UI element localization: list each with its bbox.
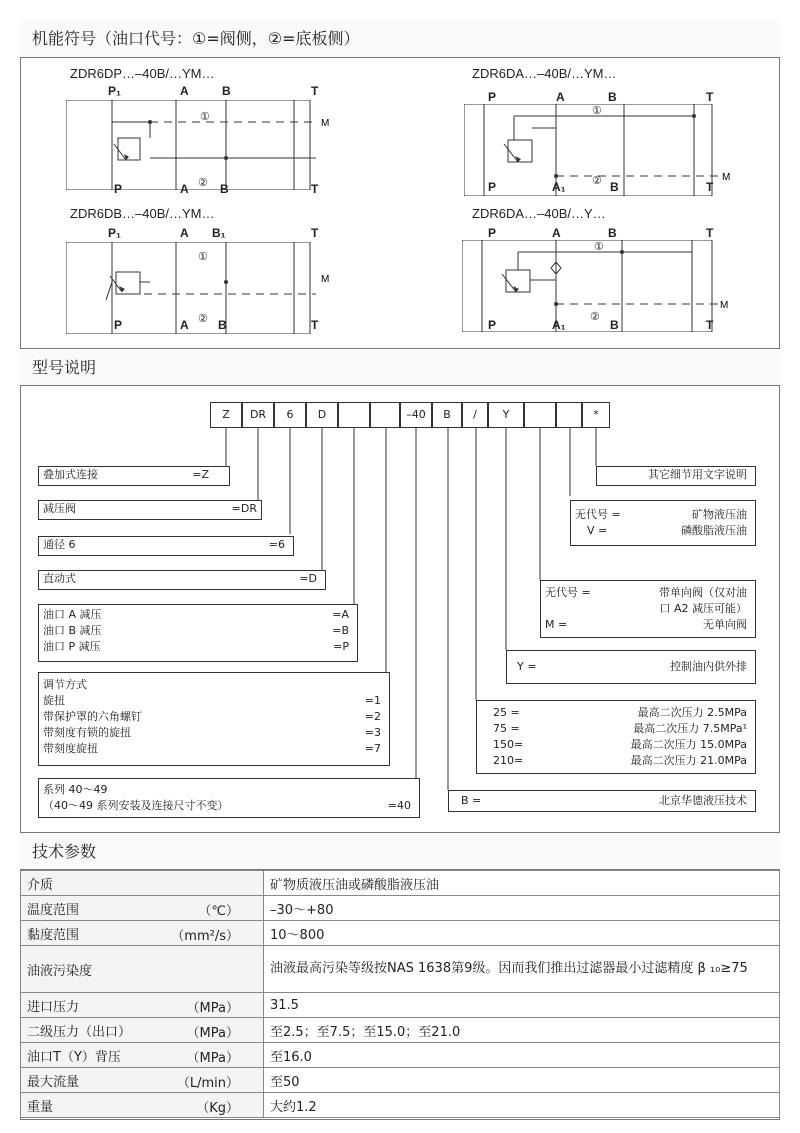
diagram-model: ZDR6DA…–40B/…Y… xyxy=(472,206,606,221)
code-box-connection xyxy=(38,466,230,486)
code-cell: 6 xyxy=(274,402,306,428)
circle-label: ② xyxy=(590,311,600,323)
code-box-type xyxy=(38,570,326,590)
port-label: P xyxy=(488,180,497,194)
port-label: P₁ xyxy=(108,84,121,98)
box-code: =6 xyxy=(268,538,285,551)
port-label: T xyxy=(311,84,319,98)
port-label: B xyxy=(610,180,619,194)
port-label: B₁ xyxy=(212,226,226,240)
port-label: A xyxy=(180,318,189,332)
diagram-model: ZDR6DA…–40B/…YM… xyxy=(472,66,617,81)
port-label: T xyxy=(311,226,319,240)
code-box-series: 系列 40～49 （40～49 系列安装及连接尺寸不变） =40 xyxy=(38,778,420,818)
param-unit: （℃） xyxy=(198,904,239,919)
code-box-maker: B = 北京华德液压技术 xyxy=(448,790,756,812)
port-label: B xyxy=(222,84,231,98)
port-label: T xyxy=(706,226,714,240)
param-name: 二级压力（出口） xyxy=(27,1024,132,1040)
table-row xyxy=(21,896,780,921)
port-label: A₁ xyxy=(552,180,566,194)
param-value: 油液最高污染等级按NAS 1638第9级。因而我们推出过滤器最小过滤精度 β ₁₀≥75 xyxy=(264,946,780,993)
code-cell: DR xyxy=(242,402,274,428)
port-label: B xyxy=(220,182,229,196)
table-row xyxy=(21,993,780,1018)
port-label: A xyxy=(180,182,189,196)
param-unit: （MPa） xyxy=(186,1001,239,1016)
param-name: 介质 xyxy=(27,877,54,893)
port-label: B xyxy=(608,90,617,104)
circle-label: ① xyxy=(592,105,602,117)
table-row xyxy=(21,946,780,993)
param-name: 油液污染度 xyxy=(27,963,93,979)
port-label: T xyxy=(311,182,319,196)
circle-label: ② xyxy=(592,175,602,187)
code-box-other: 其它细节用文字说明 xyxy=(596,466,756,486)
param-name: 最大流量 xyxy=(27,1074,80,1090)
param-unit: （mm²/s） xyxy=(171,929,239,944)
section-title-params: 技术参数 xyxy=(20,832,780,870)
box-label: 通径 6 xyxy=(43,538,76,551)
svg-text:M: M xyxy=(720,300,729,311)
port-label: A xyxy=(180,226,189,240)
port-label: T xyxy=(706,180,714,194)
param-unit: （MPa） xyxy=(186,1051,239,1066)
port-label: P xyxy=(114,318,123,332)
section-title-symbols: 机能符号（油口代号：①=阀侧，②=底板侧） xyxy=(20,20,780,58)
port-label: A xyxy=(556,90,565,104)
param-value: 矿物质液压油或磷酸脂液压油 xyxy=(264,871,780,896)
code-box-port: 油口 A 减压 =A 油口 B 减压 =B 油口 P 减压 =P xyxy=(38,604,358,662)
port-label: A xyxy=(552,226,561,240)
param-value: –30～+80 xyxy=(264,896,780,921)
port-label: A₁ xyxy=(552,318,566,332)
code-cell: B xyxy=(432,402,462,428)
port-label: A xyxy=(180,84,189,98)
param-value: 10～800 xyxy=(264,921,780,946)
box-code: =DR xyxy=(231,502,257,515)
code-cell: / xyxy=(462,402,488,428)
param-value: 至2.5；至7.5；至15.0；至21.0 xyxy=(264,1018,780,1043)
param-name: 重量 xyxy=(27,1099,54,1115)
param-name: 黏度范围 xyxy=(27,927,80,943)
box-code: =D xyxy=(299,572,317,585)
table-row xyxy=(21,1018,780,1043)
port-label: P xyxy=(488,226,497,240)
param-unit: （Kg） xyxy=(196,1101,239,1116)
table-row xyxy=(21,1068,780,1093)
code-box-pressure: 25 = 最高二次压力 2.5MPa 75 = 最高二次压力 7.5MPa¹ 150= 最高二次压力 15.0MPa 210= 最高二次压力 21.0MPa xyxy=(476,700,756,774)
code-cell: * xyxy=(582,402,610,428)
param-value: 大约1.2 xyxy=(264,1093,780,1118)
code-box-size xyxy=(38,536,294,556)
table-row xyxy=(21,1043,780,1068)
port-label: P xyxy=(114,182,123,196)
circle-label: ② xyxy=(198,313,208,325)
param-value: 至50 xyxy=(264,1068,780,1093)
param-name: 进口压力 xyxy=(27,999,80,1015)
param-name: 温度范围 xyxy=(27,902,80,918)
code-box-pilot: Y = 控制油内供外排 xyxy=(506,650,756,684)
param-unit: （L/min） xyxy=(176,1076,239,1091)
param-value: 31.5 xyxy=(264,993,780,1018)
port-label: B xyxy=(608,226,617,240)
table-row xyxy=(21,921,780,946)
code-cell: Z xyxy=(210,402,242,428)
port-label: P xyxy=(488,90,497,104)
table-row xyxy=(21,871,780,896)
m-label: M xyxy=(321,118,330,129)
section-title-model: 型号说明 xyxy=(20,348,780,386)
code-box-adjust: 调节方式 旋扭 =1 带保护罩的六角螺钉 =2 带刻度有锁的旋扭 =3 带刻度旋扭 =7 xyxy=(38,672,390,766)
code-cell: –40 xyxy=(400,402,432,428)
param-name: 油口T（Y）背压 xyxy=(27,1049,121,1065)
circle-label: ① xyxy=(594,241,604,253)
port-label: B xyxy=(218,318,227,332)
params-table xyxy=(20,870,780,1118)
box-label: 叠加式连接 xyxy=(43,468,98,481)
circle-label: ① xyxy=(200,111,210,123)
box-label: 减压阀 xyxy=(43,502,76,515)
table-row xyxy=(21,1093,780,1118)
box-label: 直动式 xyxy=(43,572,76,585)
diagram-model: ZDR6DB…–40B/…YM… xyxy=(70,206,215,221)
port-label: T xyxy=(706,90,714,104)
code-box-check: 无代号 = 带单向阀（仅对油 口 A2 减压可能） M = 无单向阀 xyxy=(540,580,756,638)
diagram-model: ZDR6DP…–40B/…YM… xyxy=(70,66,215,81)
code-cell: D xyxy=(306,402,338,428)
port-label: P₁ xyxy=(108,226,121,240)
circle-label: ② xyxy=(198,177,208,189)
box-code: =Z xyxy=(192,468,209,481)
code-box-valve xyxy=(38,500,262,520)
param-unit: （MPa） xyxy=(186,1026,239,1041)
circle-label: ① xyxy=(198,251,208,263)
port-label: T xyxy=(706,318,714,332)
port-label: B xyxy=(610,318,619,332)
code-cell: Y xyxy=(488,402,524,428)
svg-text:M: M xyxy=(321,274,330,285)
port-label: T xyxy=(311,318,319,332)
port-label: P xyxy=(488,318,497,332)
code-box-fluid: 无代号 = 矿物液压油 V = 磷酸脂液压油 xyxy=(570,500,756,546)
param-value: 至16.0 xyxy=(264,1043,780,1068)
svg-text:M: M xyxy=(722,172,731,183)
